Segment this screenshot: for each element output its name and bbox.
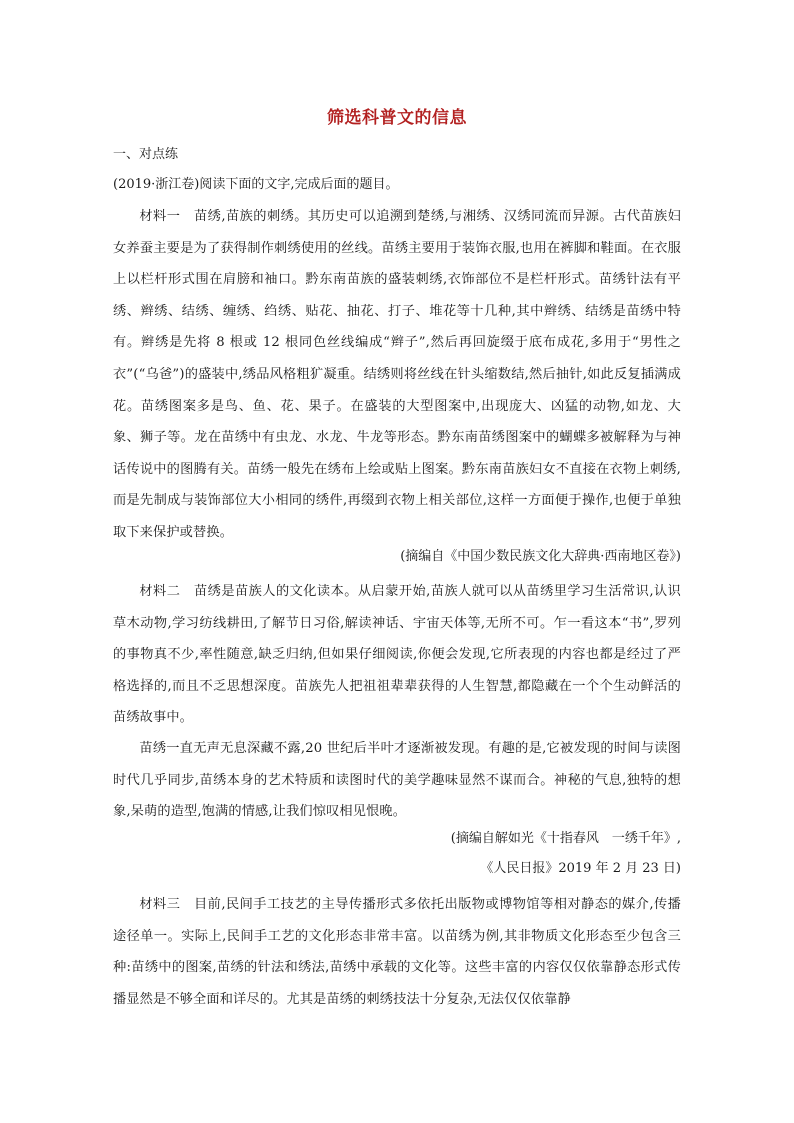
page-title: 筛选科普文的信息 [327,108,467,128]
material-three-paragraph: 材料三 目前,民间手工技艺的主导传播形式多依托出版物或博物馆等相对静态的媒介,传播途径单一。实际上,民间手工艺的文化形态非常丰富。以苗绣为例,其非物质文化形态至少包含三种:苗绣中的图案,苗绣的针法和绣法,苗绣中承载的文化等。这些丰富的内容仅仅依靠静态形式传播显然是不够全面和详尽的。尤其是苗绣的刺绣技法十分复杂,无法仅仅依靠静 [113,897,681,1007]
intro-line: (2019·浙江卷)阅读下面的文字,完成后面的题目。 [113,177,399,192]
material-two-source-line-one: (摘编自解如光《十指春风 一绣千年》, [450,831,681,846]
material-one-source: (摘编自《中国少数民族文化大辞典·西南地区卷》) [400,549,681,564]
material-two-paragraph-one: 材料二 苗绣是苗族人的文化读本。从启蒙开始,苗族人就可以从苗绣里学习生活常识,认识草木动物,学习纺线耕田,了解节日习俗,解读神话、宇宙天体等,无所不可。乍一看这本“书”,罗列的事物真不少,率性随意,缺乏归纳,但如果仔细阅读,你便会发现,它所表现的内容也都是经过了严格选择的,而且不乏思想深度。苗族先人把祖祖辈辈获得的人生智慧,都隐藏在一个个生动鲜活的苗绣故事中。 [113,584,681,726]
document-page [113,0,681,1123]
material-one-paragraph: 材料一 苗绣,苗族的刺绣。其历史可以追溯到楚绣,与湘绣、汉绣同流而异源。古代苗族妇女养蚕主要是为了获得制作刺绣使用的丝线。苗绣主要用于装饰衣服,也用在裤脚和鞋面。在衣服上以栏杆形式围在肩膀和袖口。黔东南苗族的盛装刺绣,衣饰部位不是栏杆形式。苗绣针法有平绣、辫绣、结绣、缠绣、绉绣、贴花、抽花、打子、堆花等十几种,其中辫绣、结绣是苗绣中特有。辫绣是先将 8 根或 12 根同色丝线编成“辫子”,然后再回旋缀于底布成花,多用于“男性之衣”(“乌爸”)的盛装中,绣品风格粗犷凝重。结绣则将丝线在针头缩数结,然后抽针,如此反复插满成花。苗绣图案多是鸟、鱼、花、果子。在盛装的大型图案中,出现庞大、凶猛的动物,如龙、大象、狮子等。龙在苗绣中有虫龙、水龙、牛龙等形态。黔东南苗绣图案中的蝴蝶多被解释为与神话传说中的图腾有关。苗绣一般先在绣布上绘或贴上图案。黔东南苗族妇女不直接在衣物上刺绣,而是先制成与装饰部位大小相同的绣件,再缀到衣物上相关部位,这样一方面便于操作,也便于单独取下来保护或替换。 [113,209,681,540]
section-heading: 一、对点练 [113,147,179,162]
material-two-paragraph-two: 苗绣一直无声无息深藏不露,20 世纪后半叶才逐渐被发现。有趣的是,它被发现的时间与读图时代几乎同步,苗绣本身的艺术特质和读图时代的美学趣味显然不谋而合。神秘的气息,独特的想象,呆萌的造型,饱满的情感,让我们惊叹相见恨晚。 [113,741,681,820]
material-two-source-line-two: 《人民日报》2019 年 2 月 23 日) [480,861,681,876]
